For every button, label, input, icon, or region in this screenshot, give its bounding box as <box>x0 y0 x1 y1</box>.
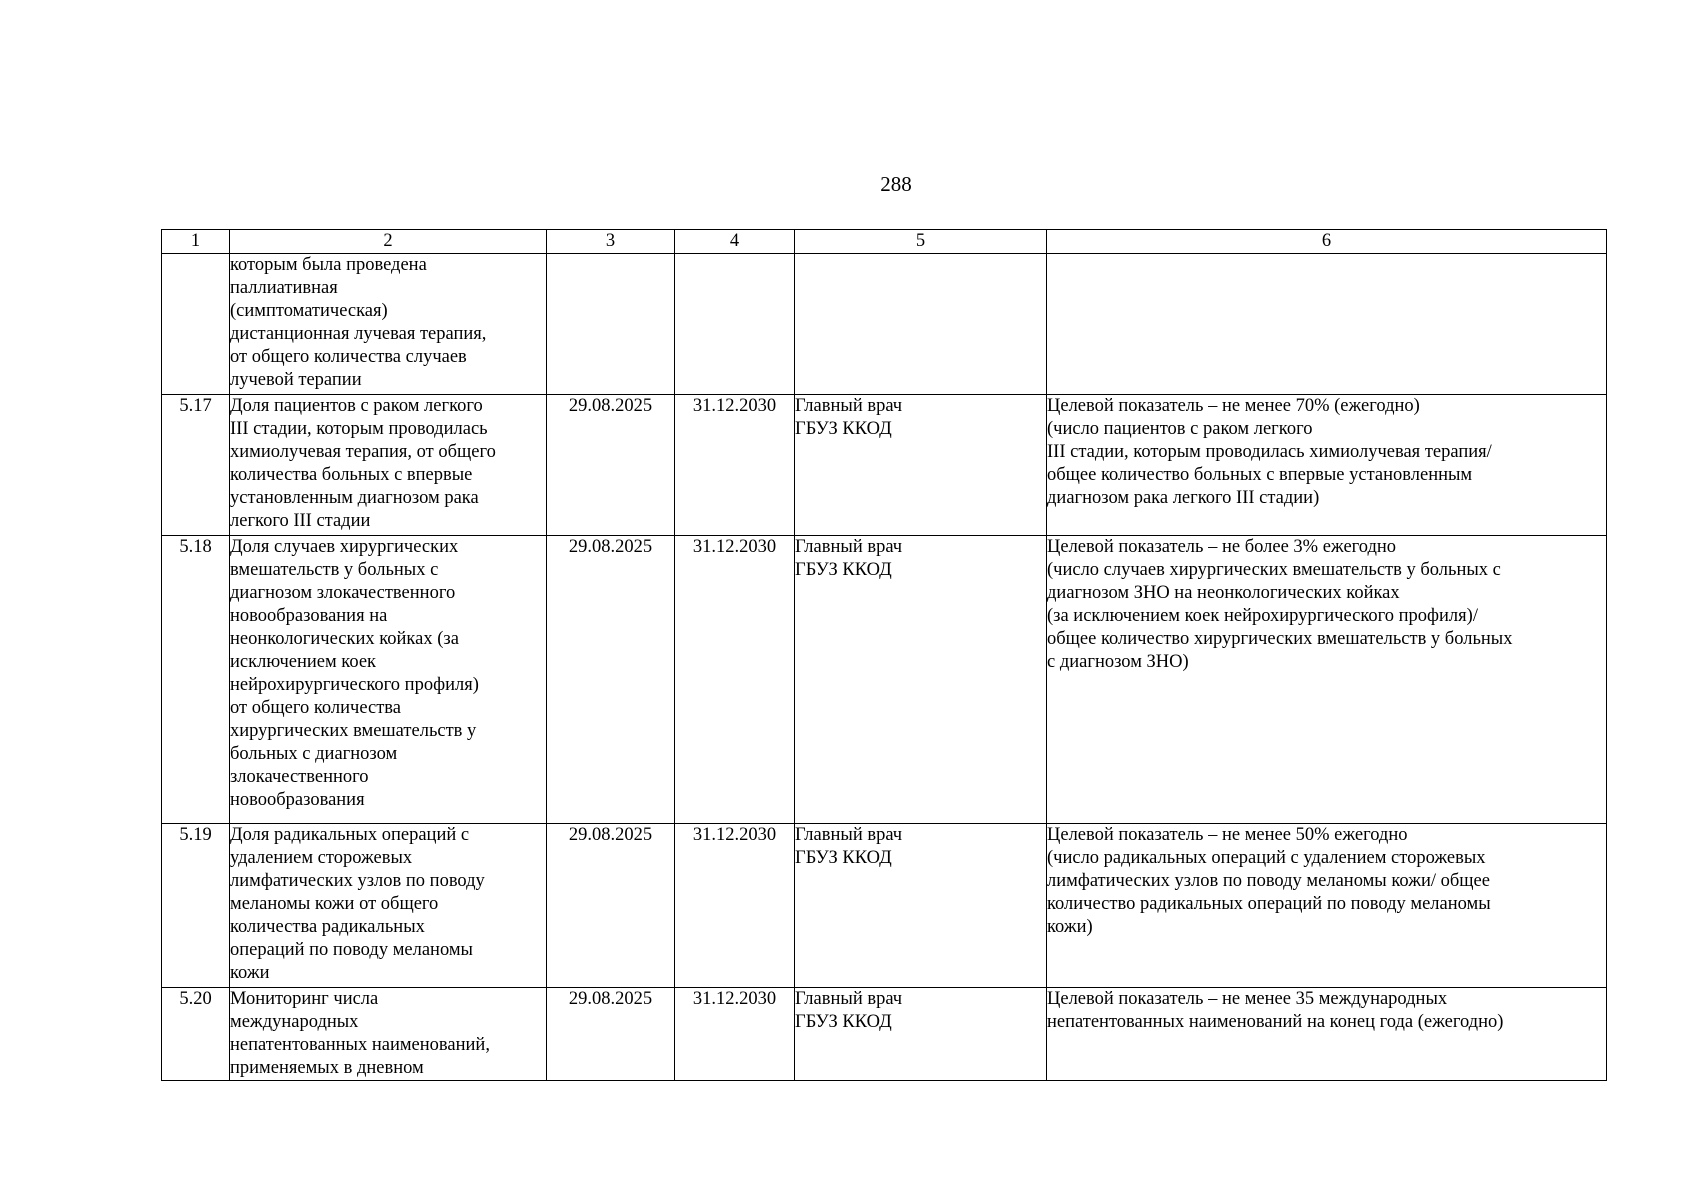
column-header-4: 4 <box>675 230 795 254</box>
activity-name: Мониторинг числа международных непатентованных наименований, применяемых в дневном <box>230 988 547 1081</box>
start-date: 29.08.2025 <box>547 824 675 988</box>
responsible: Главный врач ГБУЗ ККОД <box>795 824 1047 988</box>
target-indicator <box>1047 254 1607 395</box>
responsible <box>795 254 1047 395</box>
table-row <box>162 395 1607 536</box>
row-number: 5.20 <box>162 988 230 1081</box>
activity-name: Доля случаев хирургических вмешательств у больных с диагнозом злокачественного новообразования на неонкологических койках (за исключением коек нейрохирургического профиля) от общего количества хирургических вмешательств у больных с диагнозом злокачественного новообразования <box>230 536 547 824</box>
responsible: Главный врач ГБУЗ ККОД <box>795 536 1047 824</box>
end-date <box>675 254 795 395</box>
row-number <box>162 254 230 395</box>
start-date: 29.08.2025 <box>547 395 675 536</box>
target-indicator: Целевой показатель – не менее 70% (ежегодно) (число пациентов с раком легкого III стадии, которым проводилась химиолучевая терапия/ общее количество больных с впервые установленным диагнозом рака легкого III стадии) <box>1047 395 1607 536</box>
target-indicator: Целевой показатель – не менее 35 международных непатентованных наименований на конец года (ежегодно) <box>1047 988 1607 1081</box>
table-row <box>162 824 1607 988</box>
activity-name: Доля пациентов с раком легкого III стадии, которым проводилась химиолучевая терапия, от общего количества больных с впервые установленным диагнозом рака легкого III стадии <box>230 395 547 536</box>
table-row <box>162 988 1607 1081</box>
column-header-1: 1 <box>162 230 230 254</box>
header-row <box>162 230 1607 254</box>
end-date: 31.12.2030 <box>675 395 795 536</box>
activity-name: Доля радикальных операций с удалением сторожевых лимфатических узлов по поводу меланомы кожи от общего количества радикальных операций по поводу меланомы кожи <box>230 824 547 988</box>
table-row <box>162 536 1607 824</box>
start-date <box>547 254 675 395</box>
column-header-6: 6 <box>1047 230 1607 254</box>
end-date: 31.12.2030 <box>675 988 795 1081</box>
table-row <box>162 254 1607 395</box>
activity-name: которым была проведена паллиативная (симптоматическая) дистанционная лучевая терапия, от общего количества случаев лучевой терапии <box>230 254 547 395</box>
row-number: 5.18 <box>162 536 230 824</box>
column-header-5: 5 <box>795 230 1047 254</box>
end-date: 31.12.2030 <box>675 536 795 824</box>
end-date: 31.12.2030 <box>675 824 795 988</box>
responsible: Главный врач ГБУЗ ККОД <box>795 395 1047 536</box>
start-date: 29.08.2025 <box>547 988 675 1081</box>
target-indicator: Целевой показатель – не менее 50% ежегодно (число радикальных операций с удалением сторожевых лимфатических узлов по поводу меланомы кожи/ общее количество радикальных операций по поводу меланомы кожи) <box>1047 824 1607 988</box>
row-number: 5.19 <box>162 824 230 988</box>
activity-table <box>161 229 1607 1081</box>
column-header-2: 2 <box>230 230 547 254</box>
start-date: 29.08.2025 <box>547 536 675 824</box>
page-number: 288 <box>880 172 912 196</box>
responsible: Главный врач ГБУЗ ККОД <box>795 988 1047 1081</box>
row-number: 5.17 <box>162 395 230 536</box>
target-indicator: Целевой показатель – не более 3% ежегодно (число случаев хирургических вмешательств у больных с диагнозом ЗНО на неонкологических койках (за исключением коек нейрохирургического профиля)/ общее количество хирургических вмешательств у больных с диагнозом ЗНО) <box>1047 536 1607 824</box>
column-header-3: 3 <box>547 230 675 254</box>
